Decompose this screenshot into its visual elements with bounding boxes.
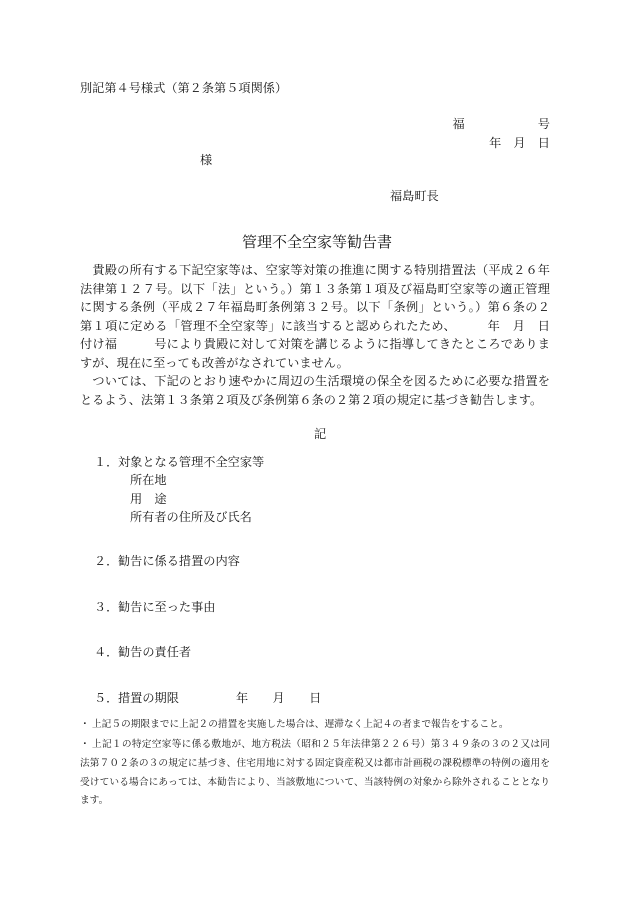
item-number: ２． xyxy=(94,554,119,568)
addressee-honorific: 様 xyxy=(200,153,213,167)
body-line: 付け福 号により貴殿に対して対策を講じるように指導してきたところでありま xyxy=(80,337,550,351)
footnote-line: ます。 xyxy=(80,795,109,806)
body-line: とるよう、法第１３条第２項及び条例第６条の２第２項の規定に基づき勧告します。 xyxy=(80,392,543,407)
item-title: 勧告に至った事由 xyxy=(118,600,216,614)
item-title: 勧告に係る措置の内容 xyxy=(118,554,240,568)
subitem-location: 所在地 xyxy=(130,473,167,487)
document-date: 年 月 日 xyxy=(489,136,550,150)
body-line: すが、現在に至っても改善がなされていません。 xyxy=(80,355,349,370)
subitem-owner: 所有者の住所及び氏名 xyxy=(130,510,252,524)
item-title: 勧告の責任者 xyxy=(118,645,192,659)
item-number: ４． xyxy=(94,645,119,659)
footnote-bullet: ・ xyxy=(80,719,90,730)
footnote-bullet: ・ xyxy=(80,739,90,750)
body-line: 法律第１２７号。以下「法」という。）第１３条第１項及び福島町空家等の適正管理 xyxy=(80,281,550,296)
footnote-line: 法第７０２条の３の規定に基づき、住宅用地に対する固定資産税又は都市計画税の課税標準の特例の適用を xyxy=(80,758,550,769)
deadline-date: 年 月 日 xyxy=(236,691,322,705)
footnote-line: 受けている場合にあっては、本勧告により、当該敷地について、当該特例の対象から除外されることとなり xyxy=(80,777,550,788)
document-title: 管理不全空家等勧告書 xyxy=(241,233,392,251)
sender-name: 福島町長 xyxy=(390,189,439,203)
body-line: ついては、下記のとおり速やかに周辺の生活環境の保全を図るために必要な措置を xyxy=(80,374,550,388)
body-line: 貴殿の所有する下記空家等は、空家等対策の推進に関する特別措置法（平成２６年 xyxy=(80,263,550,277)
document-number: 福 号 xyxy=(452,117,550,131)
body-line: 第１項に定める「管理不全空家等」に該当すると認められたため、 年 月 日 xyxy=(80,318,550,333)
form-reference: 別記第４号様式（第２条第５項関係） xyxy=(80,81,288,95)
item-number: ５． xyxy=(94,691,119,705)
item-title: 対象となる管理不全空家等 xyxy=(118,455,265,469)
item-title: 措置の期限 xyxy=(118,691,179,705)
body-line: に関する条例（平成２７年福島町条例第３２号。以下「条例」という。）第６条の２ xyxy=(80,300,550,314)
item-number: １． xyxy=(94,455,119,469)
footnote-line: 上記１の特定空家等に係る敷地が、地方税法（昭和２５年法律第２２６号）第３４９条の３の２又は同 xyxy=(92,739,550,750)
footnote-line: 上記５の期限までに上記２の措置を実施した場合は、遅滞なく上記４の者まで報告をすること。 xyxy=(92,719,509,730)
notice-mark: 記 xyxy=(314,427,327,441)
item-number: ３． xyxy=(94,600,119,614)
subitem-usage: 用 途 xyxy=(130,491,167,506)
